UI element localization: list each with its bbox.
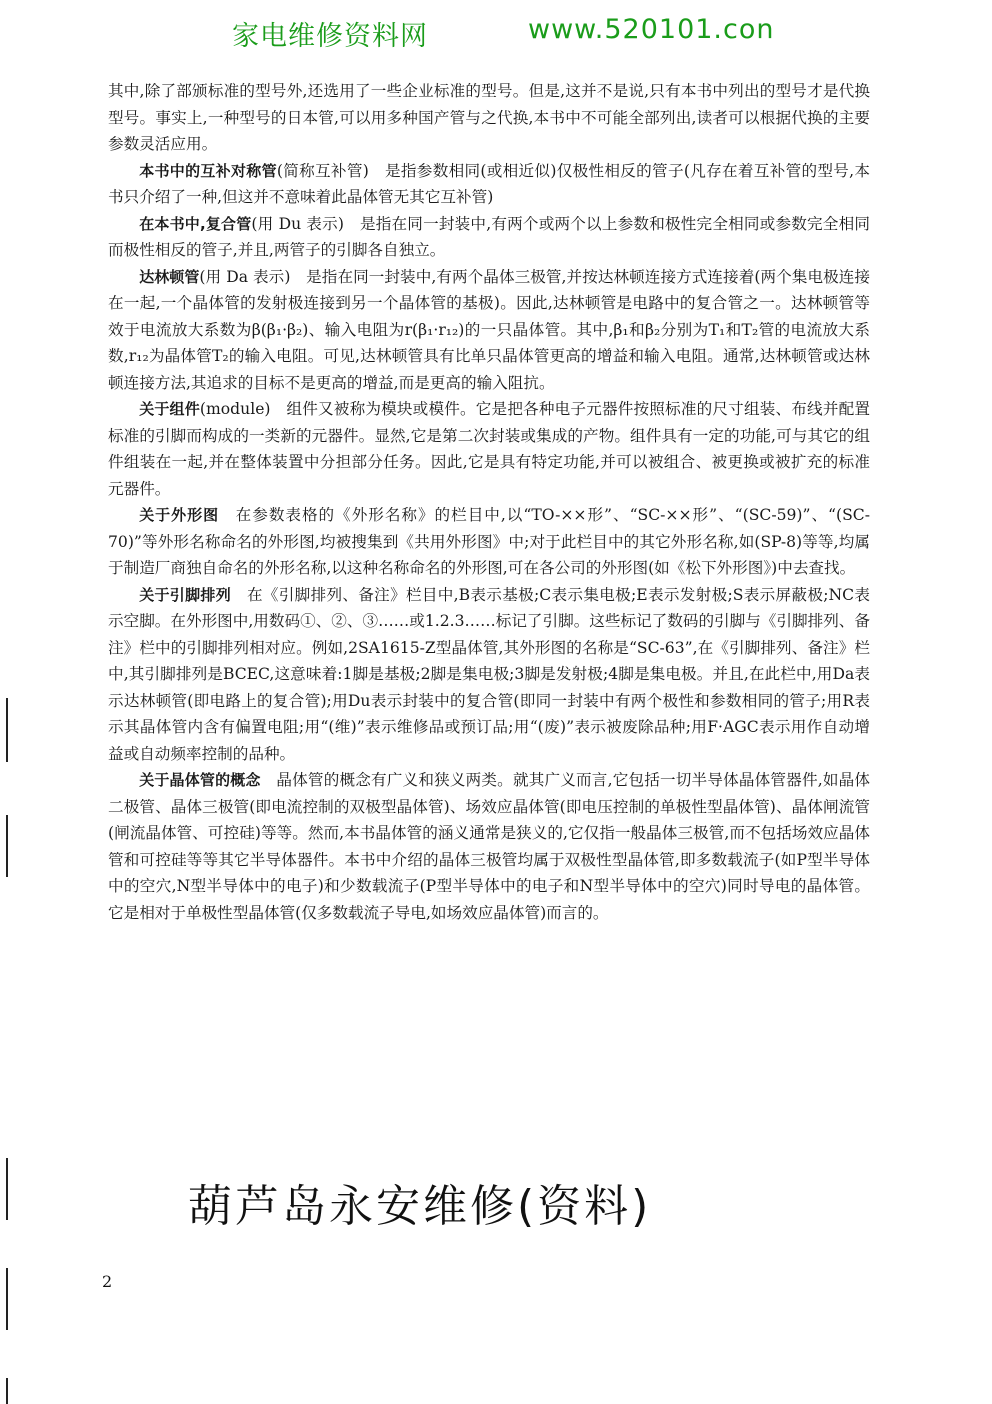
section-heading: 关于组件 [139,400,200,418]
section-paren: (用 Da 表示) [199,267,291,286]
section-heading: 关于晶体管的概念 [139,771,261,789]
section-paren: (用 Du 表示) [251,214,344,233]
section-transistor-concept [108,767,870,926]
section-text: 在参数表格的《外形名称》的栏目中,以“TO-××形”、“SC-××形”、“(SC-59)”、“(SC-70)”等外形名称命名的外形图,均被搜集到《共用外形图》中;对于此栏目中的其它外形名称,如(SP-8)等等,均属于制造厂商独自命名的外形名称,以这种名称命名的外形图,可在各公司的外形图(如《松下外形图》)中去查找。 [108,506,870,577]
intro-paragraph: 其中,除了部颁标准的型号外,还选用了一些企业标准的型号。但是,这并不是说,只有本书中列出的型号才是代换型号。事实上,一种型号的日本管,可以用多种国产管与之代换,本书中不可能全部列出,读者可以根据代换的主要参数灵活应用。 [108,82,870,153]
section-darlington [108,264,870,397]
watermark-header [0,14,992,54]
section-heading: 关于外形图 [139,506,220,524]
body-text [108,78,870,926]
section-composite [108,211,870,264]
page-number: 2 [102,1272,113,1291]
section-text: 是指在同一封装中,有两个或两个以上参数和极性完全相同或参数完全相同而极性相反的管子,并且,两管子的引脚各自独立。 [108,214,870,259]
section-paren: (简称互补管) [276,161,369,180]
section-heading: 达林顿管 [139,267,200,286]
section-paren: (module) [199,400,271,418]
watermark-stamp: 葫芦岛永安维修(资料) [188,1181,652,1232]
section-text: 在《引脚排列、备注》栏目中,B表示基极;C表示集电极;E表示发射极;S表示屏蔽极;NC表示空脚。在外形图中,用数码①、②、③……或1.2.3……标记了引脚。这些标记了数码的引脚与《引脚排列、备注》栏中的引脚排列相对应。例如,2SA1615-Z型晶体管,其外形图的名称是“SC-63”,在《引脚排列、备注》栏中,其引脚排列是BCEC,这意味着:1脚是基极;2脚是集电极;3脚是发射极;4脚是集电极。并且,在此栏中,用Da表示达林顿管(即电路上的复合管);用Du表示封装中的复合管(即同一封装中有两个极性和参数相同的管子;用R表示其晶体管内含有偏置电阻;用“(维)”表示维修品或预订品;用“(废)”表示被废除品种;用F·AGC表示用作自动增益或自动频率控制的品种。 [108,585,870,763]
margin-line [6,815,8,877]
section-text: 晶体管的概念有广义和狭义两类。就其广义而言,它包括一切半导体晶体管器件,如晶体二极管、晶体三极管(即电流控制的双极型晶体管)、场效应晶体管(即电压控制的单极性型晶体管)、晶体闸流管(闸流晶体管、可控硅)等等。然而,本书晶体管的涵义通常是狭义的,它仅指一般晶体三极管,而不包括场效应晶体管和可控硅等等其它半导体器件。本书中介绍的晶体三极管均属于双极性型晶体管,即多数载流子(如P型半导体中的空穴,N型半导体中的电子)和少数载流子(P型半导体中的电子和N型半导体中的空穴)同时导电的晶体管。它是相对于单极性型晶体管(仅多数载流子导电,如场效应晶体管)而言的。 [108,771,870,922]
section-complementary [108,158,870,211]
section-heading: 在本书中,复合管 [139,214,252,233]
section-text: 是指在同一封装中,有两个晶体三极管,并按达林顿连接方式连接着(两个集电极连接在一起,一个晶体管的发射极连接到另一个晶体管的基极)。因此,达林顿管是电路中的复合管之一。达林顿管等效于电流放大系数为β(β₁·β₂)、输入电阻为r(β₁·r₁₂)的一只晶体管。其中,β₁和β₂分别为T₁和T₂管的电流放大系数,r₁₂为晶体管T₂的输入电阻。可见,达林顿管具有比单只晶体管更高的增益和输入电阻。通常,达林顿管或达林顿连接方法,其追求的目标不是更高的增益,而是更高的输入阻抗。 [108,267,870,392]
site-url: www.520101.con [528,14,775,45]
section-heading: 本书中的互补对称管 [139,161,277,180]
site-name: 家电维修资料网 [232,21,428,52]
margin-line [6,1158,8,1220]
margin-line [6,1378,8,1404]
section-text: 组件又被称为模块或模件。它是把各种电子元器件按照标准的尺寸组装、布线并配置标准的引脚而构成的一类新的元器件。显然,它是第二次封装或集成的产物。组件具有一定的功能,可与其它的组件组装在一起,并在整体装置中分担部分任务。因此,它是具有特定功能,并可以被组合、被更换或被扩充的标准元器件。 [108,400,870,498]
margin-line [6,698,8,762]
margin-line [6,1268,8,1330]
section-pinout [108,582,870,768]
section-outline [108,502,870,582]
section-heading: 关于引脚排列 [139,585,232,604]
section-module [108,396,870,502]
section-text: 是指参数相同(或相近似)仅极性相反的管子(凡存在着互补管的型号,本书只介绍了一种,但这并不意味着此晶体管无其它互补管) [108,161,870,206]
